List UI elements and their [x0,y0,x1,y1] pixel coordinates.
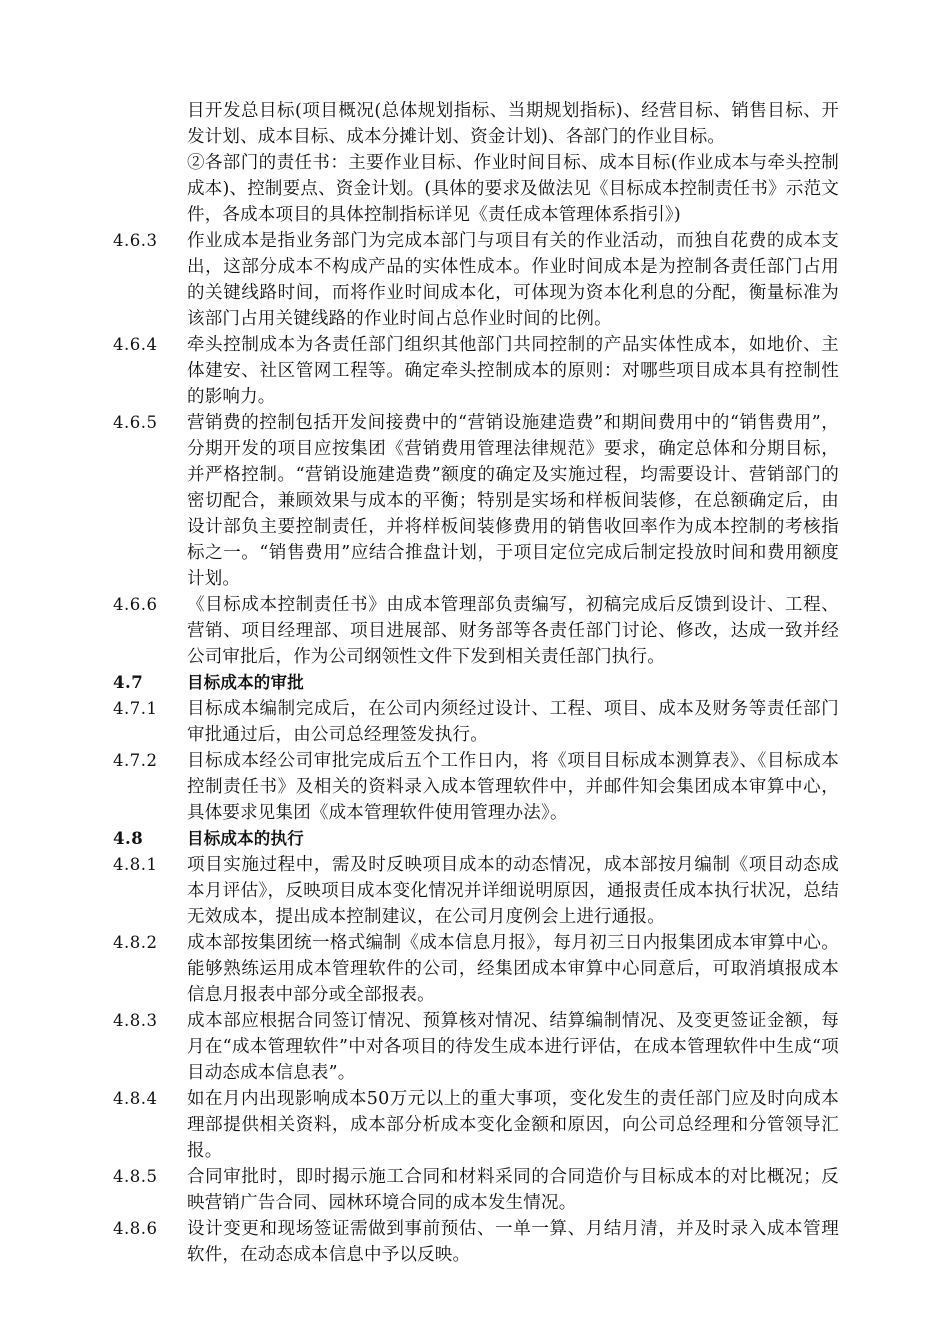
clause-number: 4.6.5 [113,413,158,432]
clause-number: 4.8.5 [113,1167,158,1186]
intro-text-1: 目开发总目标(项目概况(总体规划指标、当期规划指标)、经营目标、销售目标、开发计划、成本目标、成本分摊计划、资金计划)、各部门的作业目标。 [187,101,839,147]
clause-text: 牵头控制成本为各责任部门组织其他部门共同控制的产品实体性成本，如地价、主体建安、社区管网工程等。确定牵头控制成本的原则：对哪些项目成本具有控制性的影响力。 [187,335,839,407]
section-number: 4.8 [113,829,144,848]
section-title: 目标成本的执行 [187,829,304,848]
clause-number: 4.8.6 [113,1219,158,1238]
clause-4-6-3 [0,228,950,332]
clause-number: 4.7.1 [113,699,158,718]
section-number: 4.7 [113,673,144,692]
clause-4-8-2 [0,930,950,1008]
section-heading-4-8 [0,826,950,852]
clause-text: 《目标成本控制责任书》由成本管理部负责编写，初稿完成后反馈到设计、工程、营销、项目经理部、项目进展部、财务部等各责任部门讨论、修改，达成一致并经公司审批后，作为公司纲领性文件下发到相关责任部门执行。 [187,595,839,667]
clause-number: 4.8.2 [113,933,158,952]
clause-text: 营销费的控制包括开发间接费中的“营销设施建造费”和期间费用中的“销售费用”，分期开发的项目应按集团《营销费用管理法律规范》要求，确定总体和分期目标，并严格控制。“营销设施建造费”额度的确定及实施过程，均需要设计、营销部门的密切配合，兼顾效果与成本的平衡；特别是实场和样板间装修，在总额确定后，由设计部负主要控制责任，并将样板间装修费用的销售收回率作为成本控制的考核指标之一。“销售费用”应结合推盘计划，于项目定位完成后制定投放时间和费用额度计划。 [187,413,839,589]
clause-4-7-1 [0,696,950,748]
clause-4-6-4 [0,332,950,410]
clause-4-8-1 [0,852,950,930]
clause-number: 4.6.3 [113,231,158,250]
intro-paragraph-2 [0,150,950,228]
clause-text: 设计变更和现场签证需做到事前预估、一单一算、月结月清，并及时录入成本管理软件，在动态成本信息中予以反映。 [187,1219,839,1265]
clause-4-7-2 [0,748,950,826]
clause-number: 4.8.3 [113,1011,158,1030]
clause-text: 项目实施过程中，需及时反映项目成本的动态情况，成本部按月编制《项目动态成本月评估》，反映项目成本变化情况并详细说明原因，通报责任成本执行状况，总结无效成本，提出成本控制建议，在公司月度例会上进行通报。 [187,855,839,927]
section-heading-4-7 [0,670,950,696]
clause-4-6-5 [0,410,950,592]
clause-text: 合同审批时，即时揭示施工合同和材料采同的合同造价与目标成本的对比概况；反映营销广告合同、园林环境合同的成本发生情况。 [187,1167,839,1213]
clause-text: 目标成本编制完成后，在公司内须经过设计、工程、项目、成本及财务等责任部门审批通过后，由公司总经理签发执行。 [187,699,839,745]
clause-text: 成本部按集团统一格式编制《成本信息月报》，每月初三日内报集团成本审算中心。能够熟练运用成本管理软件的公司，经集团成本审算中心同意后，可取消填报成本信息月报表中部分或全部报表。 [187,933,839,1005]
clause-text: 目标成本经公司审批完成后五个工作日内，将《项目目标成本测算表》、《目标成本控制责任书》及相关的资料录入成本管理软件中，并邮件知会集团成本审算中心，具体要求见集团《成本管理软件使用管理办法》。 [187,751,839,823]
intro-paragraph [0,98,950,150]
clause-text: 作业成本是指业务部门为完成本部门与项目有关的作业活动，而独自花费的成本支出，这部分成本不构成产品的实体性成本。作业时间成本是为控制各责任部门占用的关键线路时间，而将作业时间成本化，可体现为资本化利息的分配，衡量标准为该部门占用关键线路的作业时间占总作业时间的比例。 [187,231,839,329]
clause-number: 4.7.2 [113,751,158,770]
clause-number: 4.8.1 [113,855,158,874]
clause-4-8-3 [0,1008,950,1086]
intro-text-2: ②各部门的责任书：主要作业目标、作业时间目标、成本目标(作业成本与牵头控制成本)、控制要点、资金计划。(具体的要求及做法见《目标成本控制责任书》示范文件，各成本项目的具体控制指标详见《责任成本管理体系指引》) [187,153,839,225]
clause-text: 如在月内出现影响成本50万元以上的重大事项，变化发生的责任部门应及时向成本理部提供相关资料，成本部分析成本变化金额和原因，向公司总经理和分管领导汇报。 [187,1089,839,1161]
document-page [0,98,950,1268]
clause-number: 4.6.6 [113,595,158,614]
clause-number: 4.6.4 [113,335,158,354]
clause-text: 成本部应根据合同签订情况、预算核对情况、结算编制情况、及变更签证金额，每月在“成本管理软件”中对各项目的待发生成本进行评估，在成本管理软件中生成“项目动态成本信息表”。 [187,1011,839,1083]
clause-4-8-5 [0,1164,950,1216]
clause-4-8-4 [0,1086,950,1164]
clause-4-8-6 [0,1216,950,1268]
clause-number: 4.8.4 [113,1089,158,1108]
clause-4-6-6 [0,592,950,670]
section-title: 目标成本的审批 [187,673,304,692]
